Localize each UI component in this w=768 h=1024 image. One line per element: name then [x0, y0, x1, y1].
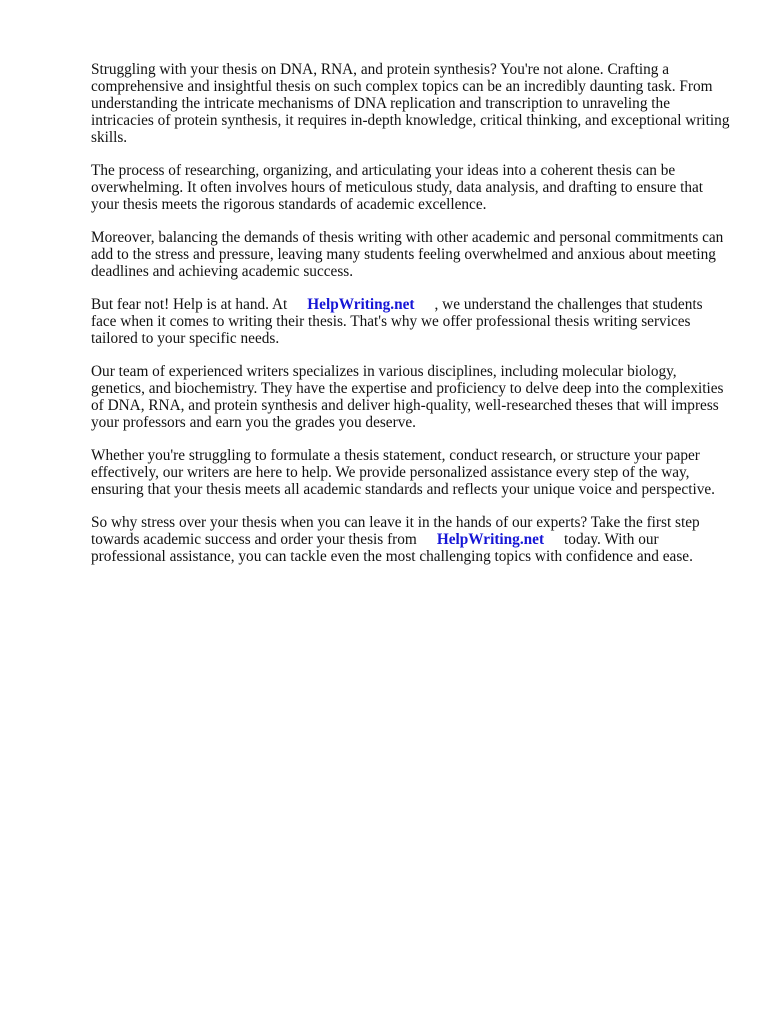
paragraph-balancing: Moreover, balancing the demands of thesis writing with other academic and personal commitments can add to the stress and pressure, leaving many students feeling overwhelmed and anxious about meeting deadlines and achieving academic success. — [91, 229, 724, 280]
document-body — [91, 61, 731, 581]
paragraph-team: Our team of experienced writers specializes in various disciplines, including molecular biology, genetics, and biochemistry. They have the expertise and proficiency to delve deep into the complexities of DNA, RNA, and protein synthesis and deliver high-quality, well-researched theses that will impress your professors and earn you the grades you deserve. — [91, 363, 724, 431]
paragraph-closing — [91, 514, 731, 565]
paragraph-process: The process of researching, organizing, and articulating your ideas into a coherent thesis can be overwhelming. It often involves hours of meticulous study, data analysis, and drafting to ensure that your thesis meets the rigorous standards of academic excellence. — [91, 162, 704, 213]
paragraph-intro: Struggling with your thesis on DNA, RNA, and protein synthesis? You're not alone. Crafting a comprehensive and insightful thesis on such complex topics can be an incredibly daunting task. From understanding the intricate mechanisms of DNA replication and transcription to unraveling the intricacies of protein synthesis, it requires in-depth knowledge, critical thinking, and exceptional writing skills. — [91, 61, 730, 146]
paragraph-help — [91, 296, 731, 347]
helpwriting-link[interactable]: HelpWriting.net — [307, 296, 415, 313]
paragraph-closing-tail: today. With our professional assistance, you can tackle even the most challenging topics with confidence and ease. — [91, 531, 693, 565]
helpwriting-link-closing[interactable]: HelpWriting.net — [436, 531, 545, 548]
paragraph-closing-lead: So why stress over your thesis when you can leave it in the hands of our experts? Take the first step towards academic success and order your thesis from — [91, 514, 700, 548]
paragraph-whether: Whether you're struggling to formulate a thesis statement, conduct research, or structure your paper effectively, our writers are here to help. We provide personalized assistance every step of the way, ensuring that your thesis meets all academic standards and reflects your unique voice and perspective. — [91, 447, 715, 498]
paragraph-help-lead: But fear not! Help is at hand. At — [91, 296, 288, 313]
paragraph-help-tail: , we understand the challenges that students face when it comes to writing their thesis. That's why we offer professional thesis writing services tailored to your specific needs. — [91, 296, 703, 347]
